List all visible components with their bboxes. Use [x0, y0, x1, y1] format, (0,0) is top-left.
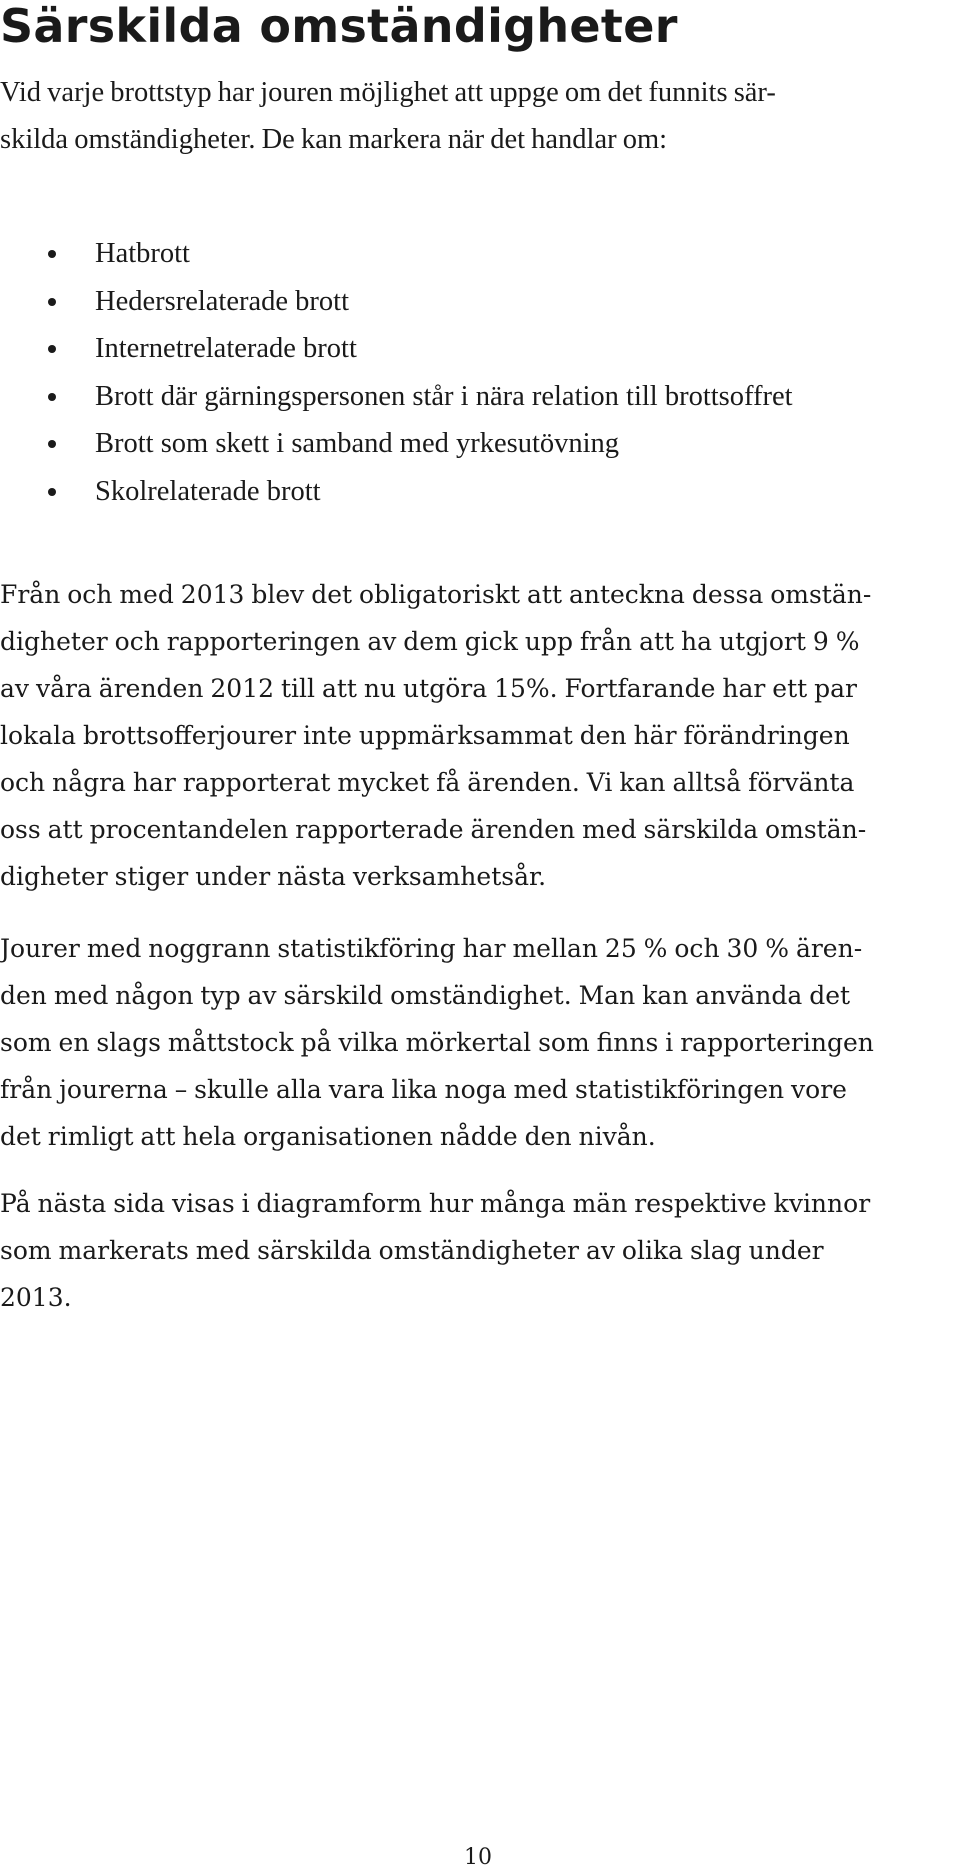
text-line: Från och med 2013 blev det obligatoriskt att anteckna dessa omstän-: [0, 580, 872, 609]
text-line: av våra ärenden 2012 till att nu utgöra 15%. Fortfarande har ett par: [0, 674, 857, 703]
text-line: digheter stiger under nästa verksamhetsår.: [0, 862, 547, 891]
intro-line: Vid varje brottstyp har jouren möjlighet att uppge om det funnits sär-: [0, 77, 776, 108]
text-line: den med någon typ av särskild omständighet. Man kan använda det: [0, 981, 851, 1010]
text-line: Jourer med noggrann statistikföring har mellan 25 % och 30 % ären-: [0, 934, 863, 963]
list-item: [0, 373, 793, 421]
bullet-icon: [48, 488, 56, 496]
bullet-icon: [48, 393, 56, 401]
bullet-icon: [48, 440, 56, 448]
text-line: 2013.: [0, 1283, 72, 1312]
list-item-label: Brott som skett i samband med yrkesutövning: [95, 428, 620, 460]
page-title: Särskilda omständigheter: [0, 0, 678, 53]
list-item: [0, 278, 793, 326]
text-line: och några har rapporterat mycket få ärenden. Vi kan alltså förvänta: [0, 768, 855, 797]
list-item: [0, 230, 793, 278]
bullet-icon: [48, 345, 56, 353]
paragraph-statistics: [0, 925, 960, 1160]
text-line: lokala brottsofferjourer inte uppmärksammat den här förändringen: [0, 721, 850, 750]
text-line: oss att procentandelen rapporterade ärenden med särskilda omstän-: [0, 815, 867, 844]
bullet-icon: [48, 250, 56, 258]
list-item-label: Hatbrott: [95, 238, 190, 269]
text-line: det rimligt att hela organisationen nådde den nivån.: [0, 1122, 656, 1151]
paragraph-mandatory-reporting: [0, 571, 960, 900]
text-line: digheter och rapporteringen av dem gick upp från att ha utgjort 9 %: [0, 627, 860, 656]
paragraph-next-page: [0, 1180, 960, 1321]
text-line: som en slags måttstock på vilka mörkertal som finns i rapporteringen: [0, 1028, 874, 1057]
list-item-label: Hedersrelaterade brott: [95, 285, 349, 317]
list-item: [0, 468, 793, 516]
text-line: På nästa sida visas i diagramform hur många män respektive kvinnor: [0, 1189, 871, 1218]
intro-line: skilda omständigheter. De kan markera när det handlar om:: [0, 124, 668, 155]
list-item-label: Skolrelaterade brott: [95, 475, 321, 507]
list-item-label: Internetrelaterade brott: [95, 333, 357, 365]
special-circumstances-list: [0, 230, 793, 516]
text-line: från jourerna – skulle alla vara lika noga med statistikföringen vore: [0, 1075, 847, 1104]
bullet-icon: [48, 298, 56, 306]
intro-paragraph: [0, 69, 960, 163]
list-item: [0, 420, 793, 468]
list-item: [0, 325, 793, 373]
text-line: som markerats med särskilda omständigheter av olika slag under: [0, 1236, 824, 1265]
page-number: 10: [464, 1845, 492, 1870]
list-item-label: Brott där gärningspersonen står i nära relation till brottsoffret: [95, 380, 793, 412]
